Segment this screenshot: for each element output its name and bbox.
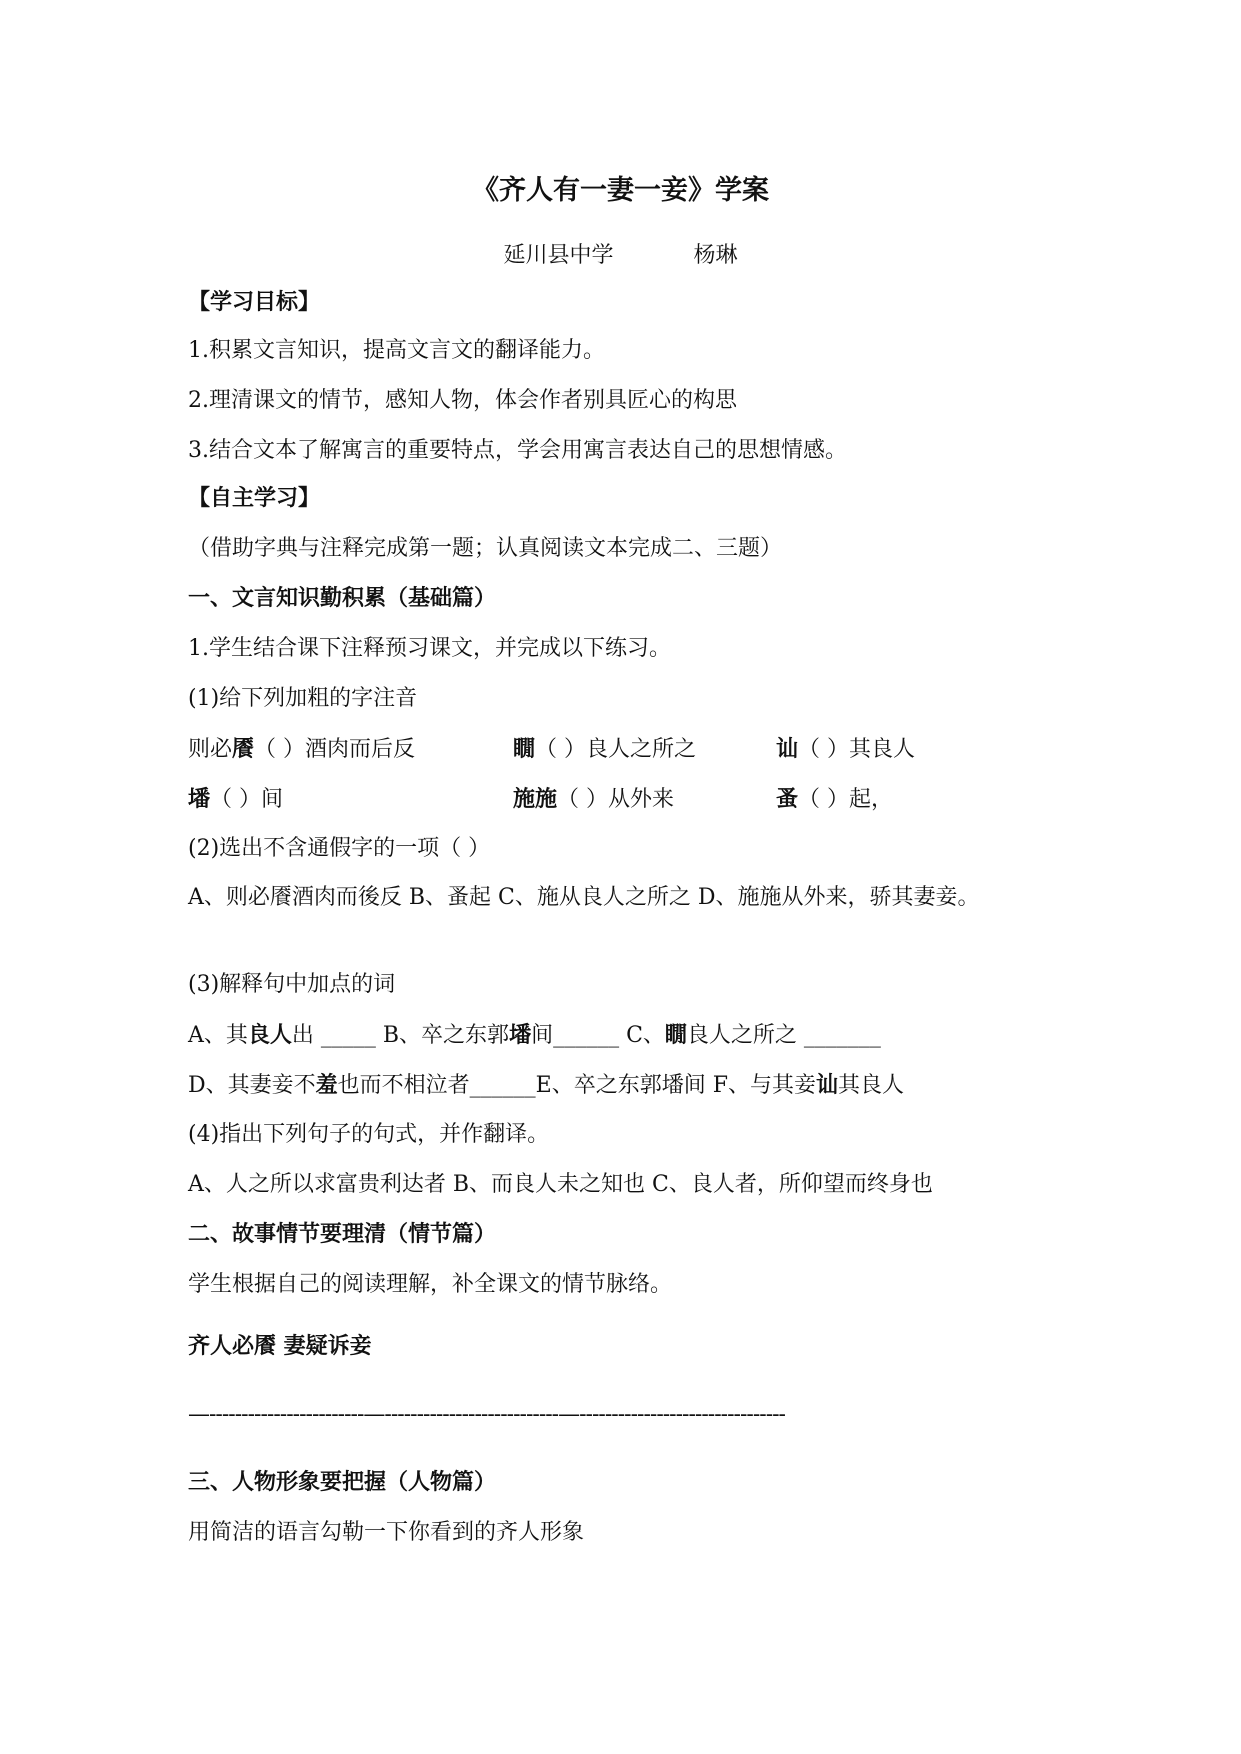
self-study-note: （借助字典与注释完成第一题；认真阅读文本完成二、三题）: [188, 536, 783, 561]
goal-item: 2.理清课文的情节，感知人物，体会作者别具匠心的构思: [188, 388, 737, 413]
section-1-heading: 一、文言知识勤积累（基础篇）: [188, 586, 497, 611]
pinyin-item: 讪（ ）其良人: [776, 736, 916, 762]
author-name: 杨琳: [693, 243, 738, 268]
pinyin-item: 蚤（ ）起，: [776, 786, 894, 812]
author-line: [0, 238, 1241, 269]
question-3-line-1: A、其良人出 _____ B、卒之东郭墦间______ C、瞯良人之所之 _______: [188, 1022, 881, 1048]
page-title: 《齐人有一妻一妾》学案: [472, 175, 769, 206]
section-1-intro: 1.学生结合课下注释预习课文，并完成以下练习。: [188, 636, 671, 661]
question-2-options: A、则必餍酒肉而後反 B、蚤起 C、施从良人之所之 D、施施从外来，骄其妻妾。: [188, 885, 980, 910]
section-2-intro: 学生根据自己的阅读理解，补全课文的情节脉络。: [188, 1272, 673, 1297]
question-4: (4)指出下列句子的句式，并作翻译。: [188, 1122, 550, 1147]
question-3: (3)解释句中加点的词: [188, 972, 396, 997]
plot-flow-line: —------------------------—---------------------------—--------------------------------: [188, 1402, 785, 1427]
plot-label: 齐人必餍 妻疑诉妾: [188, 1334, 372, 1359]
pinyin-item: 施施（ ）从外来: [513, 786, 675, 812]
goals-heading: 【学习目标】: [188, 290, 321, 315]
question-3-line-2: D、其妻妾不羞也而不相泣者______E、卒之东郭墦间 F、与其妾讪其良人: [188, 1072, 905, 1098]
question-4-items: A、人之所以求富贵利达者 B、而良人未之知也 C、良人者，所仰望而终身也: [188, 1172, 933, 1197]
goal-item: 3.结合文本了解寓言的重要特点，学会用寓言表达自己的思想情感。: [188, 438, 847, 463]
section-3-heading: 三、人物形象要把握（人物篇）: [188, 1470, 497, 1495]
pinyin-item: 则必餍（ ）酒肉而后反: [188, 736, 416, 762]
question-1: (1)给下列加粗的字注音: [188, 686, 418, 711]
author-school: 延川县中学: [503, 243, 614, 268]
self-study-heading: 【自主学习】: [188, 486, 321, 511]
goal-item: 1.积累文言知识，提高文言文的翻译能力。: [188, 338, 605, 363]
section-2-heading: 二、故事情节要理清（情节篇）: [188, 1222, 497, 1247]
pinyin-item: 瞯（ ）良人之所之: [513, 736, 697, 762]
section-3-intro: 用简洁的语言勾勒一下你看到的齐人形象: [188, 1520, 585, 1545]
pinyin-item: 墦（ ）间: [188, 786, 284, 812]
question-2: (2)选出不含通假字的一项（ ）: [188, 836, 491, 861]
